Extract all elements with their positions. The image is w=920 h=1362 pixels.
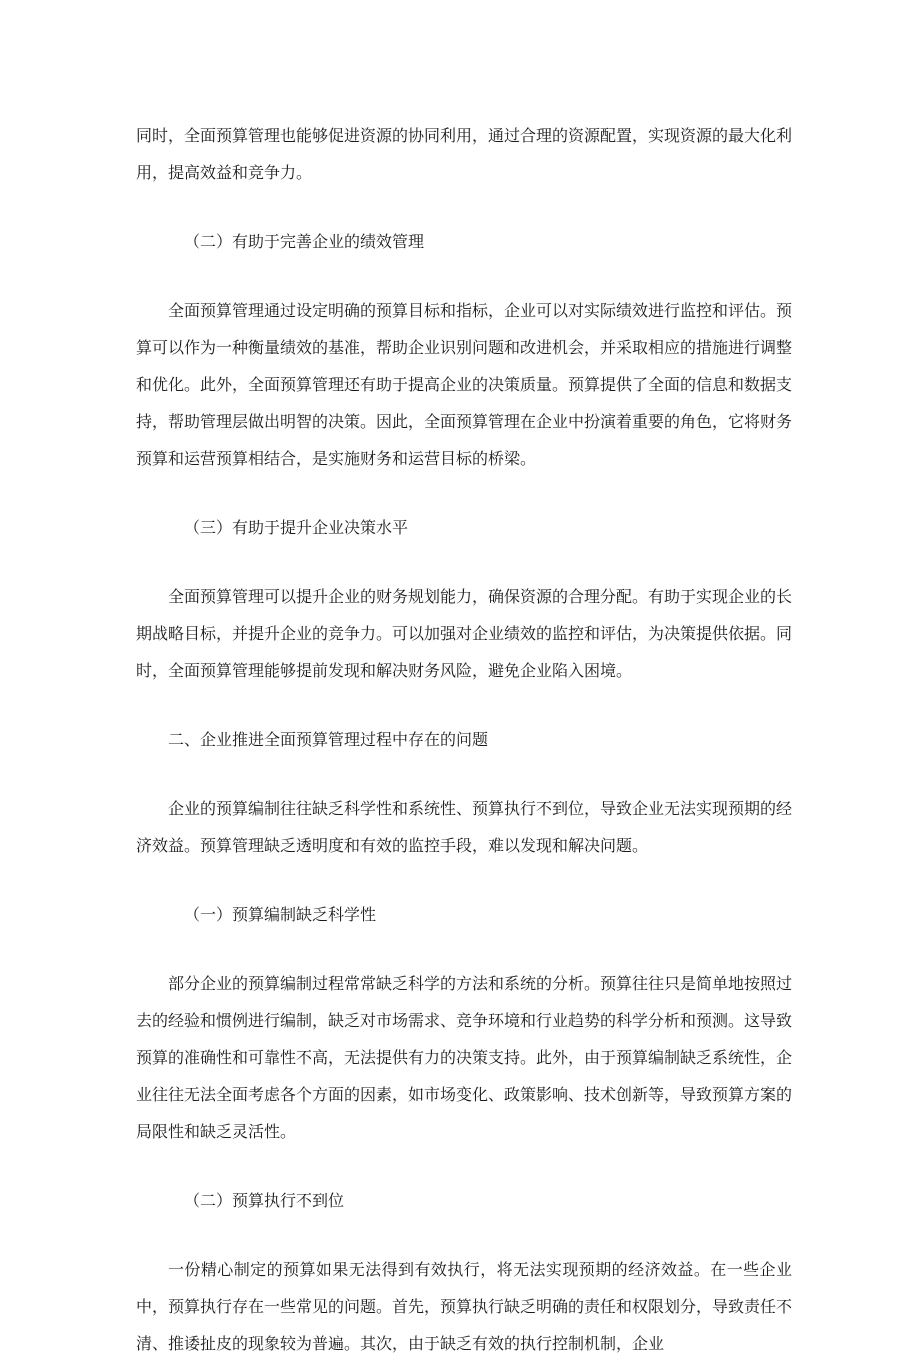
paragraph-budget-execution: 一份精心制定的预算如果无法得到有效执行，将无法实现预期的经济效益。在一些企业中，预算执行存在一些常见的问题。首先，预算执行缺乏明确的责任和权限划分，导致责任不清、推诿扯皮的现象较为普遍。其次，由于缺乏有效的执行控制机制，企业 <box>136 1260 793 1353</box>
section-heading-decision: （三）有助于提升企业决策水平 <box>184 518 409 537</box>
document-body <box>136 117 792 1362</box>
subsection-heading-execution: （二）预算执行不到位 <box>184 1191 345 1210</box>
paragraph-resource-synergy: 同时，全面预算管理也能够促进资源的协同利用，通过合理的资源配置，实现资源的最大化利用，提高效益和竞争力。 <box>136 126 793 182</box>
section-heading-performance: （二）有助于完善企业的绩效管理 <box>184 232 425 251</box>
part-heading-problems: 二、企业推进全面预算管理过程中存在的问题 <box>168 730 489 749</box>
paragraph-decision-level: 全面预算管理可以提升企业的财务规划能力，确保资源的合理分配。有助于实现企业的长期战略目标，并提升企业的竞争力。可以加强对企业绩效的监控和评估，为决策提供依据。同时，全面预算管理能够提前发现和解决财务风险，避免企业陷入困境。 <box>136 587 793 680</box>
subsection-heading-compilation: （一）预算编制缺乏科学性 <box>184 905 377 924</box>
paragraph-problems-overview: 企业的预算编制往往缺乏科学性和系统性、预算执行不到位，导致企业无法实现预期的经济效益。预算管理缺乏透明度和有效的监控手段，难以发现和解决问题。 <box>136 799 793 855</box>
paragraph-performance-management: 全面预算管理通过设定明确的预算目标和指标，企业可以对实际绩效进行监控和评估。预算可以作为一种衡量绩效的基准，帮助企业识别问题和改进机会，并采取相应的措施进行调整和优化。此外，全面预算管理还有助于提高企业的决策质量。预算提供了全面的信息和数据支持，帮助管理层做出明智的决策。因此，全面预算管理在企业中扮演着重要的角色，它将财务预算和运营预算相结合，是实施财务和运营目标的桥梁。 <box>136 301 793 468</box>
paragraph-budget-compilation: 部分企业的预算编制过程常常缺乏科学的方法和系统的分析。预算往往只是简单地按照过去的经验和惯例进行编制，缺乏对市场需求、竞争环境和行业趋势的科学分析和预测。这导致预算的准确性和可靠性不高，无法提供有力的决策支持。此外，由于预算编制缺乏系统性，企业往往无法全面考虑各个方面的因素，如市场变化、政策影响、技术创新等，导致预算方案的局限性和缺乏灵活性。 <box>136 974 793 1141</box>
